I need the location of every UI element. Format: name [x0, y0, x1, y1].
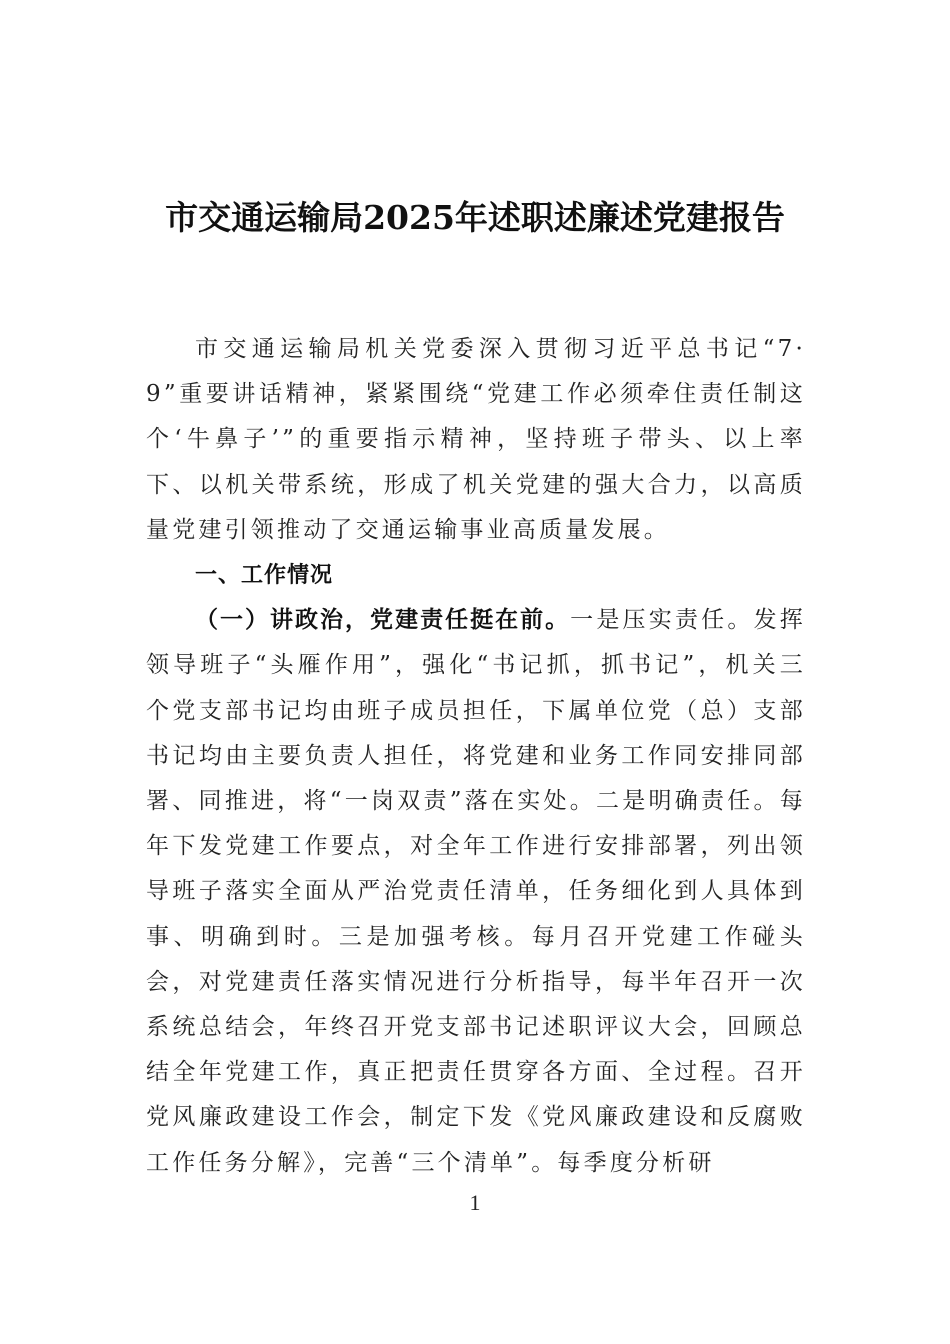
subsection-title: （一）讲政治，党建责任挺在前。: [195, 607, 571, 634]
document-title: 市交通运输局2025年述职述廉述党建报告: [165, 198, 785, 237]
section-heading: 一、工作情况: [195, 563, 334, 589]
subsection-paragraph: [146, 598, 806, 1186]
page-number: 1: [469, 1190, 481, 1215]
intro-paragraph: 市交通运输局机关党委深入贯彻习近平总书记“7·9”重要讲话精神，紧紧围绕“党建工作必须牵住责任制这个‘牛鼻子’”的重要指示精神，坚持班子带头、以上率下、以机关带系统，形成了机关党建的强大合力，以高质量党建引领推动了交通运输事业高质量发展。: [146, 336, 806, 543]
document-body: [146, 327, 806, 1186]
subsection-body: 一是压实责任。发挥领导班子“头雁作用”，强化“书记抓，抓书记”，机关三个党支部书记均由班子成员担任，下属单位党（总）支部书记均由主要负责人担任，将党建和业务工作同安排同部署、同推进，将“一岗双责”落在实处。二是明确责任。每年下发党建工作要点，对全年工作进行安排部署，列出领导班子落实全面从严治党责任清单，任务细化到人具体到事、明确到时。三是加强考核。每月召开党建工作碰头会，对党建责任落实情况进行分析指导，每半年召开一次系统总结会，年终召开党支部书记述职评议大会，回顾总结全年党建工作，真正把责任贯穿各方面、全过程。召开党风廉政建设工作会，制定下发《党风廉政建设和反腐败工作任务分解》，完善“三个清单”。每季度分析研: [146, 607, 806, 1176]
